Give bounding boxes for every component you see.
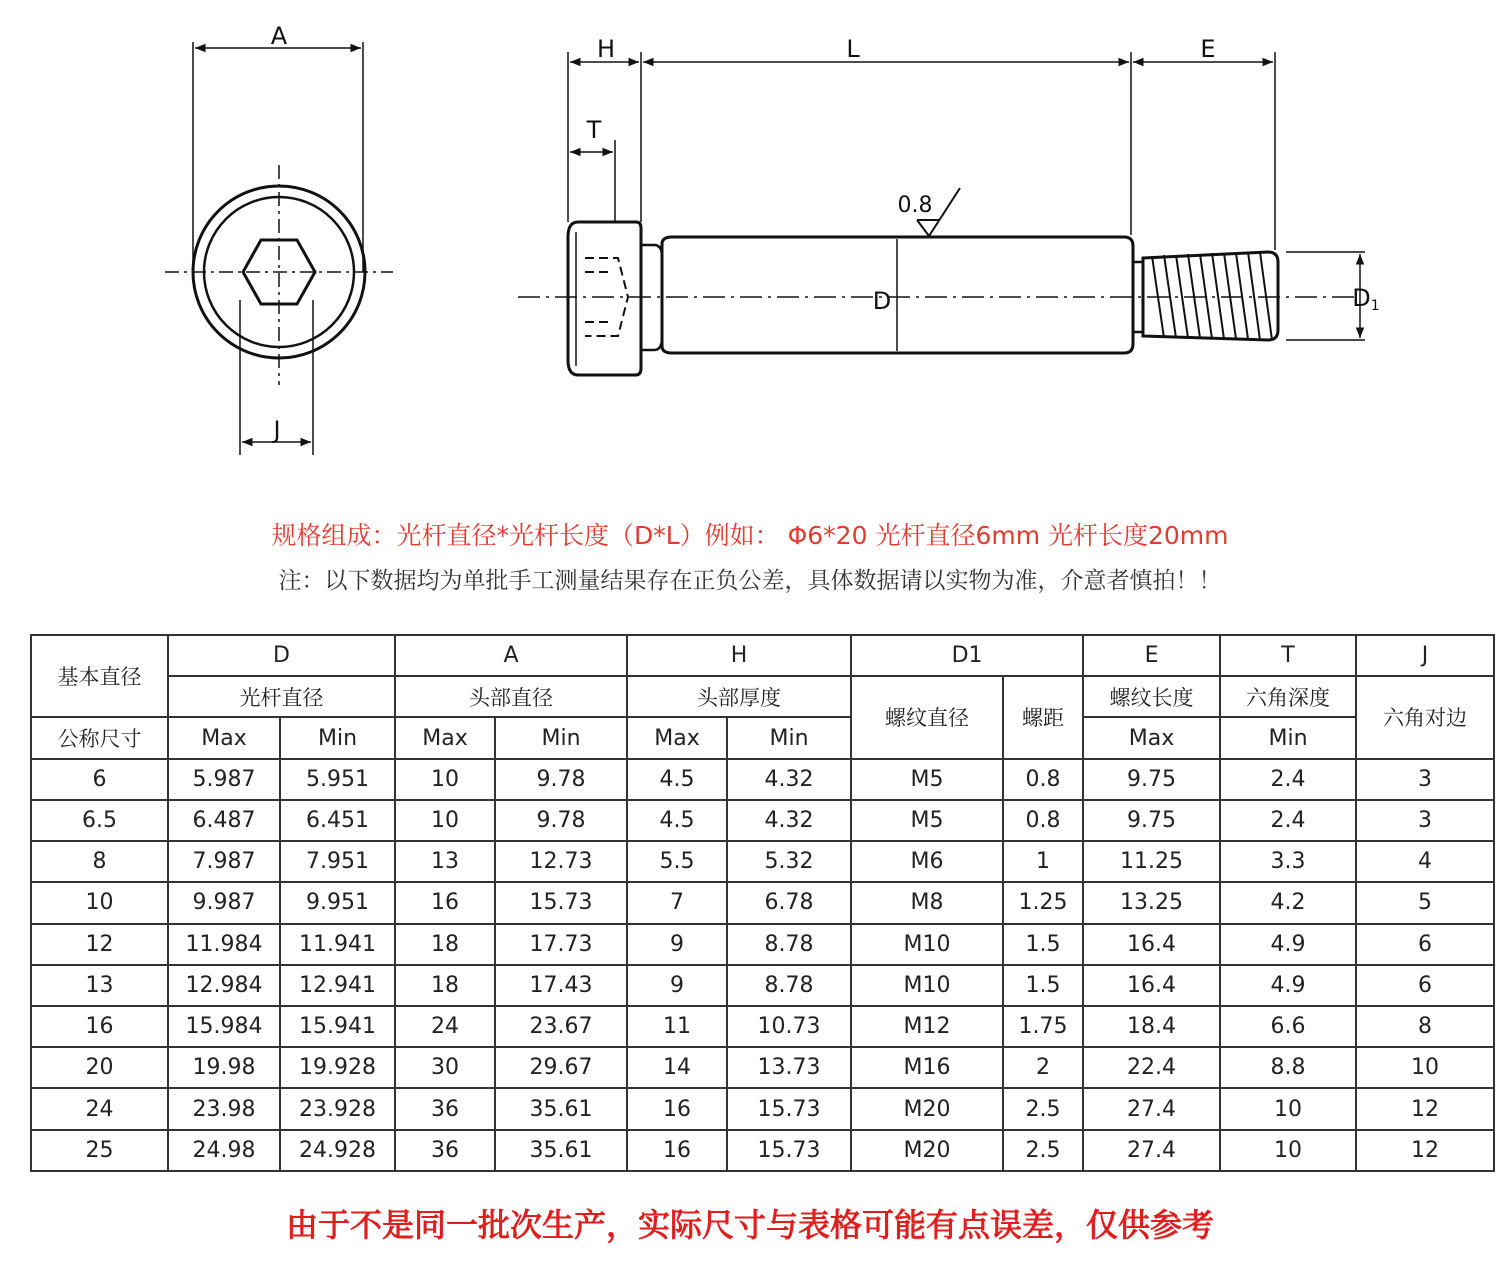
cell-d-min: 11.941 (280, 924, 395, 965)
header-j: J (1356, 635, 1494, 676)
cell-d-max: 15.984 (168, 1006, 280, 1047)
cell-h-max: 4.5 (627, 759, 727, 800)
cell-a-max: 13 (395, 841, 495, 882)
header-t-desc: 六角深度 (1220, 676, 1356, 717)
cell-a-min: 35.61 (495, 1088, 627, 1129)
header-d-min: Min (280, 717, 395, 758)
cell-d-min: 24.928 (280, 1130, 395, 1171)
cell-h-max: 4.5 (627, 800, 727, 841)
cell-e-max: 9.75 (1083, 759, 1220, 800)
cell-thread-diameter: M20 (851, 1088, 1003, 1129)
cell-d-min: 19.928 (280, 1047, 395, 1088)
cell-a-min: 35.61 (495, 1130, 627, 1171)
table-row (31, 1130, 1494, 1171)
cell-e-max: 9.75 (1083, 800, 1220, 841)
cell-e-max: 13.25 (1083, 882, 1220, 923)
cell-j: 12 (1356, 1088, 1494, 1129)
cell-j: 4 (1356, 841, 1494, 882)
cell-t-min: 6.6 (1220, 1006, 1356, 1047)
surface-roughness-value: 0.8 (897, 193, 933, 218)
cell-nominal: 10 (31, 882, 168, 923)
cell-h-min: 13.73 (727, 1047, 851, 1088)
header-d-max: Max (168, 717, 280, 758)
cell-h-max: 9 (627, 965, 727, 1006)
measurement-disclaimer: 注：以下数据均为单批手工测量结果存在正负公差，具体数据请以实物为准，介意者慎拍！！ (278, 568, 1222, 594)
header-j-desc: 六角对边 (1356, 676, 1494, 758)
cell-pitch: 1.25 (1003, 882, 1083, 923)
cell-j: 10 (1356, 1047, 1494, 1088)
header-nominal-size: 公称尺寸 (31, 717, 168, 758)
cell-d-max: 23.98 (168, 1088, 280, 1129)
side-view (518, 52, 1365, 375)
cell-d-min: 9.951 (280, 882, 395, 923)
header-a: A (395, 635, 627, 676)
cell-thread-diameter: M10 (851, 965, 1003, 1006)
dimension-d1-label: D1 (1352, 284, 1380, 314)
cell-h-max: 9 (627, 924, 727, 965)
header-a-min: Min (495, 717, 627, 758)
cell-nominal: 24 (31, 1088, 168, 1129)
cell-t-min: 2.4 (1220, 800, 1356, 841)
cell-t-min: 10 (1220, 1088, 1356, 1129)
table-row (31, 841, 1494, 882)
dimension-l-label: L (846, 35, 860, 63)
cell-pitch: 1 (1003, 841, 1083, 882)
cell-e-max: 18.4 (1083, 1006, 1220, 1047)
cell-pitch: 2.5 (1003, 1130, 1083, 1171)
cell-thread-diameter: M5 (851, 800, 1003, 841)
cell-h-max: 16 (627, 1130, 727, 1171)
cell-j: 5 (1356, 882, 1494, 923)
cell-t-min: 2.4 (1220, 759, 1356, 800)
cell-d-min: 12.941 (280, 965, 395, 1006)
cell-h-min: 8.78 (727, 965, 851, 1006)
cell-nominal: 8 (31, 841, 168, 882)
cell-t-min: 4.9 (1220, 965, 1356, 1006)
cell-nominal: 6 (31, 759, 168, 800)
cell-pitch: 0.8 (1003, 759, 1083, 800)
dimension-e-label: E (1200, 35, 1216, 63)
cell-nominal: 25 (31, 1130, 168, 1171)
cell-a-min: 17.43 (495, 965, 627, 1006)
cell-pitch: 1.5 (1003, 965, 1083, 1006)
dimension-h-label: H (596, 35, 616, 63)
cell-d-min: 6.451 (280, 800, 395, 841)
cell-h-max: 16 (627, 1088, 727, 1129)
spec-format-note: 规格组成：光杆直径*光杆长度（D*L）例如： Φ6*20 光杆直径6mm 光杆长度20mm (271, 521, 1229, 550)
cell-t-min: 8.8 (1220, 1047, 1356, 1088)
cell-j: 6 (1356, 965, 1494, 1006)
cell-pitch: 2.5 (1003, 1088, 1083, 1129)
cell-t-min: 3.3 (1220, 841, 1356, 882)
cell-t-min: 4.9 (1220, 924, 1356, 965)
cell-h-max: 14 (627, 1047, 727, 1088)
cell-a-max: 30 (395, 1047, 495, 1088)
cell-nominal: 6.5 (31, 800, 168, 841)
cell-pitch: 1.75 (1003, 1006, 1083, 1047)
cell-j: 8 (1356, 1006, 1494, 1047)
cell-d-min: 5.951 (280, 759, 395, 800)
batch-variance-note: 由于不是同一批次生产，实际尺寸与表格可能有点误差，仅供参考 (285, 1206, 1214, 1244)
cell-a-min: 9.78 (495, 800, 627, 841)
cell-h-min: 15.73 (727, 1130, 851, 1171)
table-row (31, 800, 1494, 841)
cell-thread-diameter: M16 (851, 1047, 1003, 1088)
cell-a-max: 36 (395, 1088, 495, 1129)
cell-thread-diameter: M10 (851, 924, 1003, 965)
cell-a-max: 18 (395, 965, 495, 1006)
cell-j: 6 (1356, 924, 1494, 965)
thread-lines (1152, 252, 1272, 340)
cell-h-min: 4.32 (727, 800, 851, 841)
header-pitch: 螺距 (1003, 676, 1083, 758)
header-thread-diameter: 螺纹直径 (851, 676, 1003, 758)
cell-j: 3 (1356, 759, 1494, 800)
table-row (31, 1047, 1494, 1088)
cell-h-min: 8.78 (727, 924, 851, 965)
cell-h-max: 5.5 (627, 841, 727, 882)
header-row-2 (31, 676, 1494, 717)
header-h: H (627, 635, 851, 676)
header-t-min: Min (1220, 717, 1356, 758)
cell-a-max: 10 (395, 759, 495, 800)
header-d: D (168, 635, 395, 676)
cell-nominal: 13 (31, 965, 168, 1006)
header-h-desc: 头部厚度 (627, 676, 851, 717)
cell-thread-diameter: M6 (851, 841, 1003, 882)
cell-thread-diameter: M20 (851, 1130, 1003, 1171)
cell-a-max: 10 (395, 800, 495, 841)
dimension-t-label: T (586, 116, 602, 144)
dimension-a-label: A (270, 22, 288, 50)
header-d-desc: 光杆直径 (168, 676, 395, 717)
cell-a-min: 23.67 (495, 1006, 627, 1047)
header-e-desc: 螺纹长度 (1083, 676, 1220, 717)
cell-h-min: 6.78 (727, 882, 851, 923)
cell-h-min: 10.73 (727, 1006, 851, 1047)
cell-t-min: 4.2 (1220, 882, 1356, 923)
cell-d-min: 15.941 (280, 1006, 395, 1047)
cell-a-min: 12.73 (495, 841, 627, 882)
cell-thread-diameter: M12 (851, 1006, 1003, 1047)
cell-t-min: 10 (1220, 1130, 1356, 1171)
dimension-table (30, 634, 1495, 1172)
cell-d-max: 9.987 (168, 882, 280, 923)
header-basic-diameter: 基本直径 (31, 635, 168, 717)
cell-e-max: 22.4 (1083, 1047, 1220, 1088)
cell-h-min: 15.73 (727, 1088, 851, 1129)
header-h-min: Min (727, 717, 851, 758)
cell-a-min: 17.73 (495, 924, 627, 965)
cell-d-min: 23.928 (280, 1088, 395, 1129)
technical-drawing (0, 0, 1500, 490)
cell-d-max: 19.98 (168, 1047, 280, 1088)
cell-nominal: 20 (31, 1047, 168, 1088)
cell-j: 12 (1356, 1130, 1494, 1171)
cell-e-max: 16.4 (1083, 924, 1220, 965)
cell-e-max: 11.25 (1083, 841, 1220, 882)
cell-pitch: 0.8 (1003, 800, 1083, 841)
cell-d-max: 6.487 (168, 800, 280, 841)
cell-h-max: 7 (627, 882, 727, 923)
table-row (31, 965, 1494, 1006)
cell-a-max: 36 (395, 1130, 495, 1171)
cell-pitch: 2 (1003, 1047, 1083, 1088)
header-a-desc: 头部直径 (395, 676, 627, 717)
cell-d-max: 11.984 (168, 924, 280, 965)
table-row (31, 924, 1494, 965)
cell-h-min: 4.32 (727, 759, 851, 800)
cell-d-max: 12.984 (168, 965, 280, 1006)
cell-e-max: 27.4 (1083, 1130, 1220, 1171)
header-h-max: Max (627, 717, 727, 758)
cell-a-min: 15.73 (495, 882, 627, 923)
dimension-j-label: J (273, 416, 281, 444)
cell-h-min: 5.32 (727, 841, 851, 882)
table-row (31, 882, 1494, 923)
header-e: E (1083, 635, 1220, 676)
cell-h-max: 11 (627, 1006, 727, 1047)
cell-thread-diameter: M8 (851, 882, 1003, 923)
header-a-max: Max (395, 717, 495, 758)
header-row-1 (31, 635, 1494, 676)
cell-nominal: 16 (31, 1006, 168, 1047)
bolt-head (568, 222, 641, 375)
table-row (31, 759, 1494, 800)
cell-nominal: 12 (31, 924, 168, 965)
cell-e-max: 16.4 (1083, 965, 1220, 1006)
cell-d-max: 24.98 (168, 1130, 280, 1171)
header-row-3 (31, 717, 1494, 758)
table-row (31, 1006, 1494, 1047)
cell-d-max: 7.987 (168, 841, 280, 882)
cell-pitch: 1.5 (1003, 924, 1083, 965)
cell-a-min: 9.78 (495, 759, 627, 800)
cell-a-min: 29.67 (495, 1047, 627, 1088)
cell-d-max: 5.987 (168, 759, 280, 800)
header-e-max: Max (1083, 717, 1220, 758)
cell-e-max: 27.4 (1083, 1088, 1220, 1129)
table-row (31, 1088, 1494, 1129)
header-d1: D1 (851, 635, 1083, 676)
dimension-d-label: D (872, 287, 892, 315)
cell-a-max: 16 (395, 882, 495, 923)
end-view (165, 42, 393, 455)
cell-a-max: 24 (395, 1006, 495, 1047)
header-t: T (1220, 635, 1356, 676)
cell-thread-diameter: M5 (851, 759, 1003, 800)
cell-a-max: 18 (395, 924, 495, 965)
cell-d-min: 7.951 (280, 841, 395, 882)
cell-j: 3 (1356, 800, 1494, 841)
